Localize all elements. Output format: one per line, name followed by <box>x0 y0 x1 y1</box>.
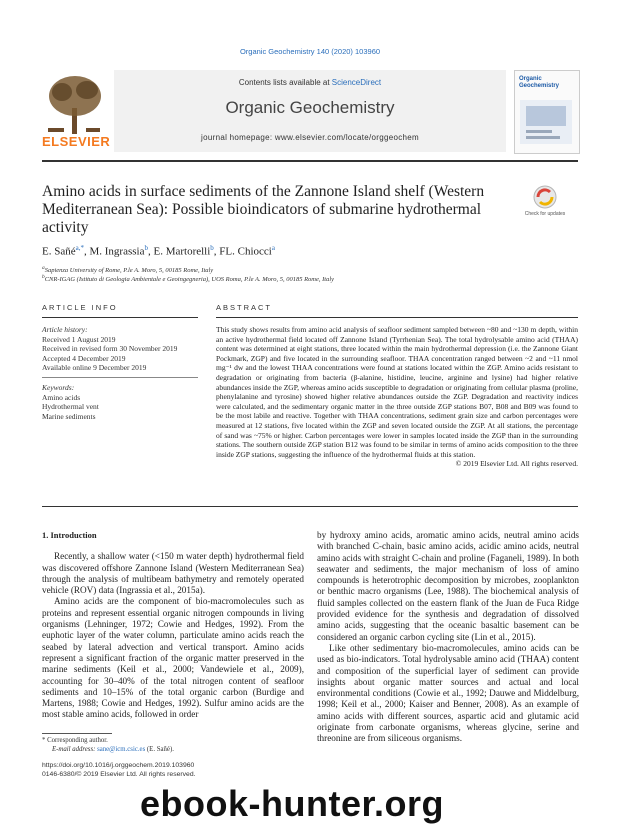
body-paragraph: by hydroxy amino acids, aromatic amino acids, neutral amino acids with branched C-chain, basic amino acids, acidic amino acids, neutral amino acids with straight C-chain and proline (Faganeli, 1989). In both seawater and sediments, the major mechanism of loss of amino compounds is heterotrophic decomposition by microbes, zooplankton or benthic macro organisms (Lee, 1988). The biochemical analysis of fluid samples collected on the eastern flank of the Juan de Fuca Ridge provided evidence for the synthesis and degradation of dissolved amino acids, suggesting that the oceanic basaltic basement can be considered an organic carbon cycling site (Lin et al., 2015). <box>317 530 579 642</box>
body-paragraph: Amino acids are the component of bio-macromolecules such as proteins and represent essential organic nitrogen compounds in living organisms (Lehninger, 1972; Cowie and Hedges, 1992). From the euphotic layer of the water column, particulate amino acids reach the seabed by lateral advection and vertical transport. Amino acids represent a significant fraction of the organic matter preserved in the marine sediments (Keil et al., 2000; Vandewiele et al., 2009), accounting for 30–40% of the total nitrogen content of seafloor sediments and 10–15% of the total organic carbon (Burdige and Martens, 1988; Cowie and Hedges, 1992). Sulfur amino acids are the most stable amino acids, followed in order <box>42 596 304 720</box>
author-affiliation-marker[interactable]: b <box>210 244 214 252</box>
abstract-text: This study shows results from amino acid analysis of seafloor sediment sampled between ~80 and ~130 m depth, within an active hydrothermal field located off Zannone Island (Tyrrhenian Sea). The total hydrolysable amino acid (THAA) content was determined at eight stations, three located within the main hydrothermal depression (i.e. the Zannone Giant Pockmark, ZGP) and five located in the surrounding seafloor. THAA concentration ranged between ~2 and ~11 nmol mg⁻¹ dw and the lowest THAA concentrations were found at stations located within the ZGP. Amino acids resistant to degradation or originating from bacteria (β-alanine, histidine, leucine, arginine and lysine) had higher relative abundances inside the ZGP, whereas amino acids susceptible to degradation or originating from cellular plasma (proline, phenylalanine and tyrosine) showed higher relative abundances outside the ZGP. Degradation and reactivity indices were calculated, and the sedimentary organic matter in the three outside ZGP stations B07, B08 and B09 was found to be the most labile and reactive. Together with THAA concentrations, sediment grain size and carbon percentages were measured at 12 stations, five located within the ZGP and seven located outside the ZGP. At all stations, the percentage of sand was ~75% or higher. Carbon percentages were lower in samples located inside the ZGP than in the surrounding stations. The southern outside ZGP station B12 was found to be similar in terms of amino acids composition to the three inside ZGP stations, suggesting the influence of the hydrothermal fluids at this station. <box>216 325 578 459</box>
keyword: Amino acids <box>42 392 81 402</box>
author-list: E. Sañé$^{a,*}$, M. Ingrassia$^b$, E. Martorelli$^b$, FL. Chiocci$^a$ <box>42 244 275 258</box>
abstract-heading: ABSTRACT <box>216 303 273 312</box>
cover-title: Organic Geochemistry <box>519 76 560 89</box>
history-label: Article history: <box>42 325 88 334</box>
check-for-updates-icon[interactable] <box>525 184 565 222</box>
watermark-text: ebook-hunter.org <box>140 783 444 824</box>
article-history <box>42 325 190 373</box>
abstract-end-rule <box>42 506 578 507</box>
author-affiliation-marker[interactable]: a,* <box>75 244 84 252</box>
body-paragraph: Like other sedimentary bio-macromolecules, amino acids can be used as bio-indicators. Total hydrolysable amino acid (THAA) content and composition of the superficial layer of sediment can provide insights about organic matter sources and actual and local environmental conditions (Cowie et al., 1992; Dauwe and Middelburg, 1998; Keil et al., 2000; Kaiser and Benner, 2008). As an example of amino acids with different sources, aspartic acid and glutamic acid originate from carbonate organisms, whereas glycine, serine and threonine are from siliceous organisms. <box>317 642 579 744</box>
affiliation-b <box>42 274 334 283</box>
email-suffix: (E. Sañé). <box>145 746 174 753</box>
email-link[interactable]: sane@icm.csic.es <box>97 746 146 753</box>
author-name[interactable]: E. Sañé <box>42 245 76 258</box>
history-item: Available online 9 December 2019 <box>42 363 147 372</box>
history-item: Received in revised form 30 November 2019 <box>42 344 178 353</box>
body-paragraph: Recently, a shallow water (<150 m water depth) hydrothermal field was discovered offshore Zannone Island (Western Mediterranean Sea) through the analysis of multibeam bathymetry and remotely operated vehicle (ROV) data (Ingrassia et al., 2015a). <box>42 551 304 596</box>
author-name[interactable]: FL. Chiocci <box>219 245 272 258</box>
affiliation-marker: b <box>42 274 45 280</box>
issn-copyright: 0146-6380/© 2019 Elsevier Ltd. All rights reserved. <box>42 771 196 778</box>
keywords-block <box>42 383 190 421</box>
affiliation-text: Sapienza University of Rome, P.le A. Moro, 5, 00185 Rome, Italy <box>44 267 214 275</box>
affiliation-marker: a <box>42 265 45 271</box>
affiliation-a <box>42 265 213 274</box>
footnote-email <box>42 746 174 753</box>
keyword: Marine sediments <box>42 411 96 421</box>
footnote-rule <box>42 733 112 734</box>
doi-link[interactable]: https://doi.org/10.1016/j.orggeochem.2019.103960 <box>42 762 195 769</box>
contents-prefix: Contents lists available at <box>238 78 332 87</box>
article-info-heading: ARTICLE INFO <box>42 303 118 312</box>
abstract-copyright: © 2019 Elsevier Ltd. All rights reserved. <box>455 459 578 469</box>
body-right-column <box>317 530 579 745</box>
abstract-rule <box>216 317 578 318</box>
journal-title: Organic Geochemistry <box>225 98 395 117</box>
journal-reference[interactable]: Organic Geochemistry 140 (2020) 103960 <box>239 47 381 56</box>
body-left-column <box>42 530 304 721</box>
footnote-corresponding: * Corresponding author. <box>42 737 108 744</box>
info-divider <box>42 377 198 378</box>
author-affiliation-marker[interactable]: b <box>144 244 148 252</box>
journal-homepage[interactable]: journal homepage: www.elsevier.com/locate/orggeochem <box>201 133 419 142</box>
affiliation-text: CNR-IGAG (Istituto di Geologia Ambientale e Geoingegneria), UOS Roma, P.le A. Moro, 5, 00185 Rome, Italy <box>44 276 335 284</box>
author-name[interactable]: E. Martorelli <box>153 245 211 258</box>
keywords-label: Keywords: <box>42 383 75 392</box>
history-item: Received 1 August 2019 <box>42 334 116 344</box>
section-heading: 1. Introduction <box>42 530 97 540</box>
email-label: E-mail address: <box>52 746 98 753</box>
check-updates-label: Check for updates <box>525 211 565 217</box>
history-item: Accepted 4 December 2019 <box>42 353 126 363</box>
article-title: Amino acids in surface sediments of the Zannone Island shelf (Western Mediterranean Sea): Possible bioindicators of submarine hydrothermal activity <box>42 183 485 236</box>
sciencedirect-link[interactable]: ScienceDirect <box>331 78 382 87</box>
contents-line <box>114 78 506 87</box>
abstract-body <box>216 325 578 469</box>
header-rule <box>42 160 578 162</box>
publisher-logo-text: ELSEVIER <box>42 134 111 149</box>
article-info-rule <box>42 317 198 318</box>
author-affiliation-marker[interactable]: a <box>271 244 275 252</box>
author-name[interactable]: M. Ingrassia <box>89 245 145 258</box>
cover-image-icon <box>520 100 572 144</box>
keyword: Hydrothermal vent <box>42 402 99 411</box>
